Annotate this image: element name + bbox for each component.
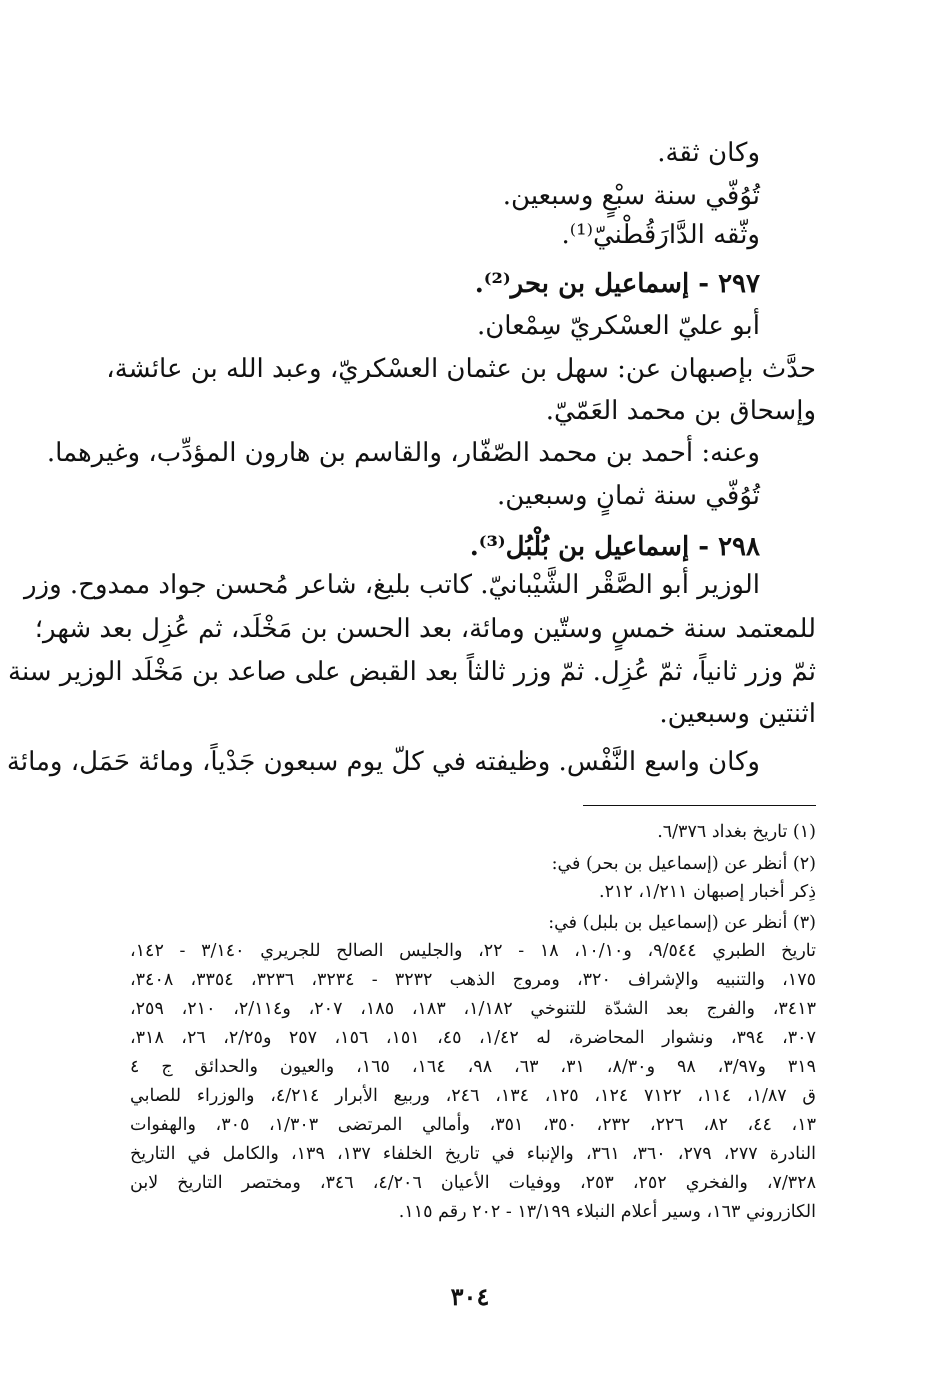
text-line: وكان ثقة. — [657, 138, 760, 168]
footnote-line: ١٣، ٤٤، ٨٢، ٢٢٦، ٢٣٢، ٣٥٠، ٣٥١، وأمالي المرتضى ١/٣٠٣، ٣٠٥، والهفوات — [130, 1115, 817, 1135]
text-line: تُوُفّي سنة سبْعٍ وسبعين. — [502, 181, 760, 211]
footnote-line: الكازروني ١٦٣، وسير أعلام النبلاء ١٣/١٩٩ - ٢٠٢ رقم ١١٥. — [398, 1202, 816, 1222]
text-line: وثّقه الدَّارَقُطْنيّ⁽¹⁾. — [561, 220, 760, 250]
footnote-line: ق ١/٨٧، ١١٤، ٧١٢٢ ١٢٤، ١٢٥، ١٣٤، ٢٤٦، وربيع الأبرار ٤/٢١٤، والوزراء للصابي — [130, 1086, 817, 1106]
footnote-line: تاريخ الطبري ٩/٥٤٤، و١٠/١٠، ١٨ - ٢٢، والجليس الصالح للجريري ٣/١٤٠ - ١٤٢، — [130, 941, 816, 961]
text-line: أبو عليّ العسْكريّ سِمْعان. — [476, 311, 760, 341]
text-line: اثنتين وسبعين. — [659, 699, 816, 729]
text-line: ثمّ وزر ثانياً، ثمّ عُزِل. ثمّ وزر ثالثاً بعد القبض على صاعد بن مَخْلَد الوزير سنة — [8, 657, 816, 687]
entry-heading-298: ٢٩٨ - إسماعيل بن بُلْبُل⁽³⁾. — [469, 532, 760, 562]
entry-heading-297: ٢٩٧ - إسماعيل بن بحر⁽²⁾. — [474, 269, 760, 299]
text-line: وإسحاق بن محمد العَمّيّ. — [545, 396, 816, 426]
footnote-3: (٣) أنظر عن (إسماعيل بن بلبل) في: — [548, 913, 816, 933]
footnote-line: ٧/٣٢٨، والفخري ٢٥٢، ٢٥٣، ووفيات الأعيان ٤/٢٠٦، ٣٤٦، ومختصر التاريخ لابن — [130, 1173, 816, 1193]
footnote-separator — [583, 805, 816, 806]
text-line: للمعتمد سنة خمسٍ وستّين ومائة، بعد الحسن بن مَخْلَد، ثم عُزِل بعد شهر؛ — [34, 614, 816, 644]
footnote-2: (٢) أنظر عن (إسماعيل بن بحر) في: — [551, 854, 816, 874]
text-line: حدَّث بإصبهان عن: سهل بن عثمان العسْكريّ، وعبد الله بن عائشة، — [106, 354, 816, 384]
footnote-line: ٣٤١٣، والفرج بعد الشدّة للتنوخي ١/١٨٢، ١٨٣، ١٨٥، ٢٠٧، و٢/١١٤، ٢١٠، ٢٥٩، — [130, 999, 816, 1019]
text-line: تُوُفّي سنة ثمانٍ وسبعين. — [496, 481, 760, 511]
page-number: ٣٠٤ — [450, 1282, 490, 1311]
text-line: الوزير أبو الصَّقْر الشَّيْبانيّ. كاتب بليغ، شاعر مُحسن جواد ممدوح. وزر — [24, 570, 760, 600]
footnote-line: ذِكر أخبار إصبهان ١/٢١١، ٢١٢. — [599, 882, 816, 902]
footnote-1: (١) تاريخ بغداد ٦/٣٧٦. — [657, 822, 816, 842]
text-line: وكان واسع النَّفْس. وظيفته في كلّ يوم سبعون جَدْياً، ومائة حَمَل، ومائة — [6, 747, 760, 777]
text-line: وعنه: أحمد بن محمد الصّفّار، والقاسم بن هارون المؤدِّب، وغيرهما. — [46, 438, 760, 468]
footnote-line: ٣١٩ و٣/٩٧، ٩٨ و٨/٣٠، ٣١، ٦٣، ٩٨، ١٦٤، ١٦٥، والعيون والحدائق ج ٤ — [130, 1057, 817, 1077]
footnote-line: ٣٠٧، ٣٩٤، ونشوار المحاضرة، له ١/٤٢، ٤٥، ١٥١، ١٥٦، ٢٥٧ و٢/٢٥، ٢٦، ٣١٨، — [130, 1028, 816, 1048]
footnote-line: ١٧٥، والتنبيه والإشراف ٣٢٠، ومروج الذهب ٣٢٣٢ - ٣٢٣٤، ٣٢٣٦، ٣٣٥٤، ٣٤٠٨، — [130, 970, 816, 990]
footnote-line: النادرة ٢٧٧، ٢٧٩، ٣٦٠، ٣٦١، والإنباء في تاريخ الخلفاء ١٣٧، ١٣٩، والكامل في التاريخ — [130, 1144, 816, 1164]
